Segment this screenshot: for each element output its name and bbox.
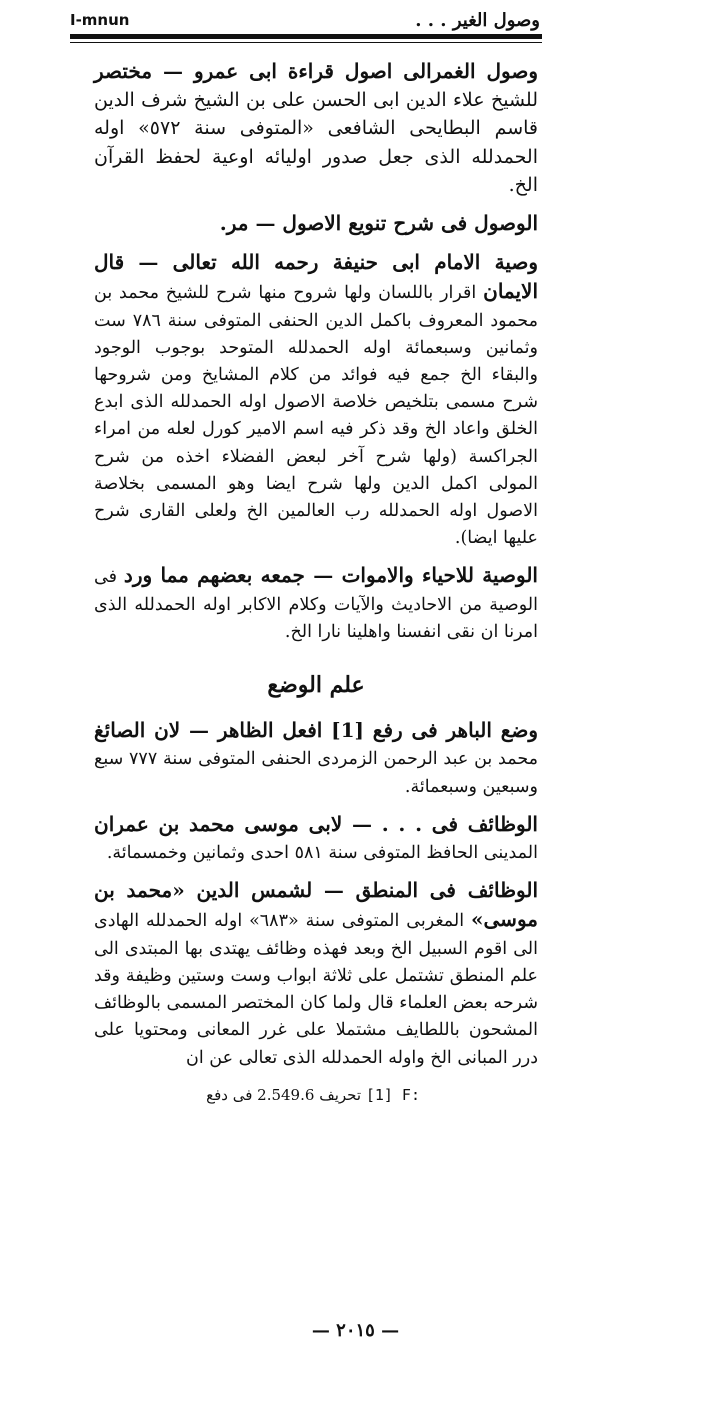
page-reference: I-​mnun bbox=[70, 11, 130, 29]
header-rule-thin bbox=[70, 42, 542, 43]
footnote bbox=[94, 1082, 538, 1109]
entry-title: الوظائف فى المنطق — لشمس الدين «محمد بن موسى» bbox=[94, 878, 538, 932]
entry-title: الوصول فى شرح تنويع الاصول — مر. bbox=[219, 211, 538, 236]
entry bbox=[94, 877, 538, 1071]
footnote-marker: [1] F: bbox=[365, 1085, 420, 1104]
page-body bbox=[94, 58, 538, 1109]
entry-text: فى الوصية من الاحاديث والآيات وكلام الاكابر اوله الحمدلله الذى امرنا ان نقى انفسنا واهلينا نارا الخ. bbox=[94, 567, 538, 642]
footnote-text: تحريف 2.549.6 فى دفع bbox=[206, 1085, 362, 1104]
entry-title: الوصية للاحياء والاموات — جمعه بعضهم مما ورد bbox=[123, 563, 538, 588]
entry-text: للشيخ علاء الدين ابى الحسن على بن الشيخ شرف الدين قاسم البطايحى الشافعى «المتوفى سنة ٥٧٢» اوله الحمدلله الذى جعل صدور اوليائه اوعية لحفظ القرآن الخ. bbox=[94, 89, 539, 196]
entry-text: المدينى الحافظ المتوفى سنة ٥٨١ احدى وثمانين وخمسمائة. bbox=[106, 843, 538, 864]
entry-title: وضع الباهر فى رفع [1] افعل الظاهر — لان الصائغ bbox=[94, 718, 538, 743]
entry bbox=[94, 811, 538, 867]
entry bbox=[94, 210, 538, 239]
entry bbox=[94, 249, 538, 552]
entry-title: وصول الغمرالى اصول قراءة ابى عمرو — مختصر bbox=[94, 59, 538, 83]
page-number: — ٢٠١٥ — bbox=[311, 1320, 400, 1341]
section-heading: علم الوضع bbox=[267, 672, 365, 699]
entry-text: محمد بن عبد الرحمن الزمردى الحنفى المتوفى سنة ٧٧٧ سبع وسبعين وسبعمائة. bbox=[94, 749, 538, 797]
entry-title: الوظائف فى . . . — لابى موسى محمد بن عمران bbox=[94, 811, 538, 836]
entry bbox=[94, 717, 538, 801]
entry-title: وصية الامام ابى حنيفة رحمه الله تعالى — قال الايمان bbox=[94, 250, 538, 304]
running-header bbox=[70, 6, 540, 34]
running-title: وصول الغير . . . bbox=[415, 9, 540, 31]
entry bbox=[94, 58, 538, 200]
entry bbox=[94, 562, 538, 646]
header-rule-thick bbox=[70, 34, 542, 39]
entry-text: اقرار باللسان ولها شروح منها شرح للشيخ محمد بن محمود المعروف باكمل الدين الحنفى المتوفى سنة ٧٨٦ ست وثمانين وسبعمائة اوله الحمدلله المتوحد بوجوب الوجود والبقاء الخ جمع فيه فوائد من كلام المشايخ ومن شروحها شرح مسمى بتلخيص خلاصة الاصول اوله الحمدلله الذى ابدع الخلق واعاد الخ وقد ذكر فيه اسم الامير كورل لعله من امراء الجراكسة (ولها شرح آخر لبعض الفضلاء اخذه من شرح المولى اكمل الدين ولها شرح ايضا وهو المسمى بخلاصة الاصول اوله الحمدلله رب العالمين الخ ولعلى القارى شرح عليها ايضا). bbox=[94, 283, 538, 549]
entry-text: المغربى المتوفى سنة «٦٨٣» اوله الحمدلله الهادى الى اقوم السبيل الخ وبعد فهذه وظائف يهتدى بها المبتدى الى علم المنطق تشتمل على ثلاثة ابواب وست وستين وظيفة وقد شرحه بعض العلماء قال ولما كان المختصر المسمى بالوظائف المشحون باللطايف مشتملا على غرر المعانى ومحتويا على درر المبانى الخ واوله الحمدلله الذى تعالى عن ان bbox=[94, 911, 538, 1068]
